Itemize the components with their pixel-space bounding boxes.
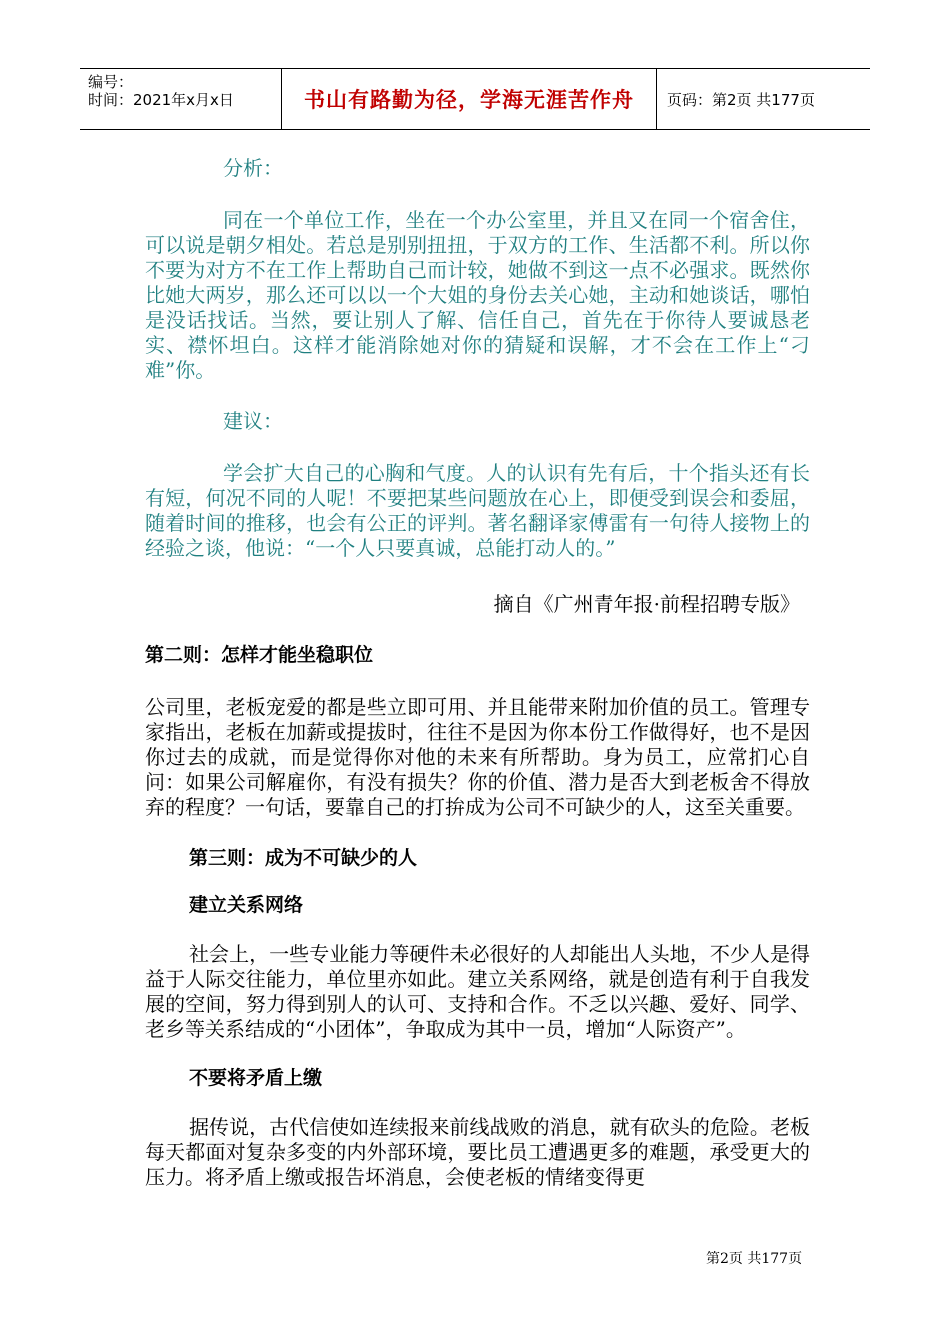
section2-title: 第二则：怎样才能坐稳职位 [145,644,374,666]
analysis-section [145,156,810,561]
subsection-network-paragraph: 社会上，一些专业能力等硬件未必很好的人却能出人头地，不少人是得益于人际交往能力，单位里亦如此。建立关系网络，就是创造有利于自我发展的空间，努力得到别人的认可、支持和合作。不乏以兴趣、爱好、同学、老乡等关系结成的“小团体”，争取成为其中一员，增加“人际资产”。 [145,942,810,1041]
subsection-conflict-title: 不要将矛盾上缴 [189,1067,323,1089]
header-page-code: 页码：第2页 共177页 [667,90,815,109]
page-header [80,68,870,130]
page-footer: 第2页 共177页 [706,1251,803,1267]
document-time: 时间：2021年x月x日 [88,91,234,109]
analysis-label: 分析： [223,156,283,180]
header-motto: 书山有路勤为径，学海无涯苦作舟 [282,69,657,129]
header-meta [80,69,282,129]
analysis-paragraph: 同在一个单位工作，坐在一个办公室里，并且又在同一个宿舍住，可以说是朝夕相处。若总是别别扭扭，于双方的工作、生活都不利。所以你不要为对方不在工作上帮助自己而计较，她做不到这一点不必强求。既然你比她大两岁，那么还可以以一个大姐的身份去关心她，主动和她谈话，哪怕是没话找话。当然，要让别人了解、信任自己，首先在于你待人要诚恳老实、襟怀坦白。这样才能消除她对你的猜疑和误解，才不会在工作上“刁难”你。 [145,208,810,382]
subsection-conflict-paragraph: 据传说，古代信使如连续报来前线战败的消息，就有砍头的危险。老板每天都面对复杂多变的内外部环境，要比员工遭遇更多的难题，承受更大的压力。将矛盾上缴或报告坏消息，会使老板的情绪变得更 [145,1115,810,1189]
section2-paragraph: 公司里，老板宠爱的都是些立即可用、并且能带来附加价值的员工。管理专家指出，老板在加薪或提拔时，往往不是因为你本份工作做得好，也不是因你过去的成就，而是觉得你对他的未来有所帮助。身为员工，应常扪心自问：如果公司解雇你，有没有损失？你的价值、潜力是否大到老板舍不得放弃的程度？一句话，要靠自己的打拚成为公司不可缺少的人，这至关重要。 [145,695,810,819]
source-citation: 摘自《广州青年报·前程招聘专版》 [493,592,800,616]
suggestion-paragraph: 学会扩大自己的心胸和气度。人的认识有先有后，十个指头还有长有短，何况不同的人呢！不要把某些问题放在心上，即便受到误会和委屈，随着时间的推移，也会有公正的评判。著名翻译家傅雷有一句待人接物上的经验之谈，他说：“一个人只要真诚，总能打动人的。” [145,461,810,560]
suggestion-label: 建议： [223,409,283,433]
document-number-label: 编号： [88,73,134,91]
section3-title: 第三则：成为不可缺少的人 [189,847,418,869]
document-body [145,150,810,1190]
subsection-network-title: 建立关系网络 [189,894,304,916]
